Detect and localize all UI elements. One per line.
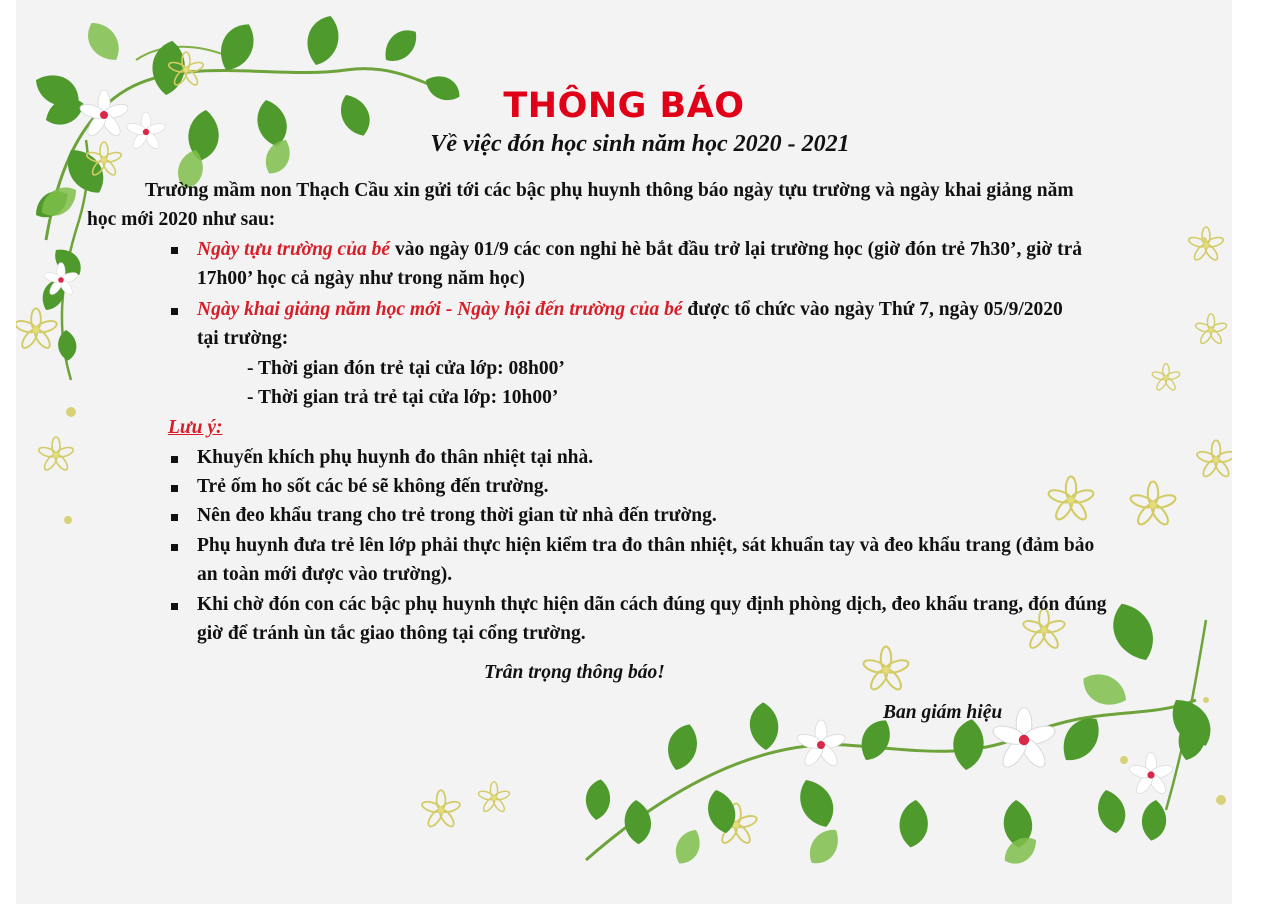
bullet-icon xyxy=(171,247,178,254)
pickup-time: - Thời gian đón trẻ tại cửa lớp: 08h00’ xyxy=(247,358,565,379)
bullet-icon xyxy=(171,603,178,610)
item-1 xyxy=(197,239,1082,261)
intro-line-1: Trường mầm non Thạch Cầu xin gửi tới các bậc phụ huynh thông báo ngày tựu trường và ngày khai giảng năm xyxy=(145,180,1074,201)
item-2-text: được tổ chức vào ngày Thứ 7, ngày 05/9/2020 xyxy=(682,299,1063,320)
note-item: Khuyến khích phụ huynh đo thân nhiệt tại nhà. xyxy=(197,447,594,468)
closing-text: Trân trọng thông báo! xyxy=(484,662,665,683)
item-1-highlight: Ngày tựu trường của bé xyxy=(197,239,391,260)
item-2-highlight: Ngày khai giảng năm học mới - Ngày hội đến trường của bé xyxy=(197,299,683,320)
bullet-icon xyxy=(171,456,178,463)
signature: Ban giám hiệu xyxy=(883,702,1003,723)
note-item-continued: giờ để tránh ùn tắc giao thông tại cổng trường. xyxy=(197,623,586,644)
item-1-continued: 17h00’ học cả ngày như trong năm học) xyxy=(197,268,525,289)
notice-title: THÔNG BÁO xyxy=(503,86,745,126)
note-item-continued: an toàn mới được vào trường). xyxy=(197,564,453,585)
item-2-continued: tại trường: xyxy=(197,328,289,349)
notice-subtitle: Về việc đón học sinh năm học 2020 - 2021 xyxy=(430,131,850,157)
bullet-icon xyxy=(171,514,178,521)
note-label: Lưu ý: xyxy=(168,417,223,438)
note-item: Nên đeo khẩu trang cho trẻ trong thời gian từ nhà đến trường. xyxy=(197,505,717,526)
note-item: Phụ huynh đưa trẻ lên lớp phải thực hiện kiểm tra đo thân nhiệt, sát khuẩn tay và đeo khẩu trang (đảm bảo xyxy=(197,535,1095,556)
note-item: Trẻ ốm ho sốt các bé sẽ không đến trường. xyxy=(197,476,549,497)
item-1-text: vào ngày 01/9 các con nghỉ hè bắt đầu trở lại trường học (giờ đón trẻ 7h30’, giờ trả xyxy=(390,239,1082,260)
bullet-icon xyxy=(171,485,178,492)
item-2 xyxy=(197,299,1063,321)
intro-line-2: học mới 2020 như sau: xyxy=(87,209,276,230)
bullet-icon xyxy=(171,308,178,315)
note-item: Khi chờ đón con các bậc phụ huynh thực hiện dãn cách đúng quy định phòng dịch, đeo khẩu trang, đón đúng xyxy=(197,594,1107,615)
bullet-icon xyxy=(171,544,178,551)
notice-page xyxy=(16,0,1232,904)
return-time: - Thời gian trả trẻ tại cửa lớp: 10h00’ xyxy=(247,387,559,408)
